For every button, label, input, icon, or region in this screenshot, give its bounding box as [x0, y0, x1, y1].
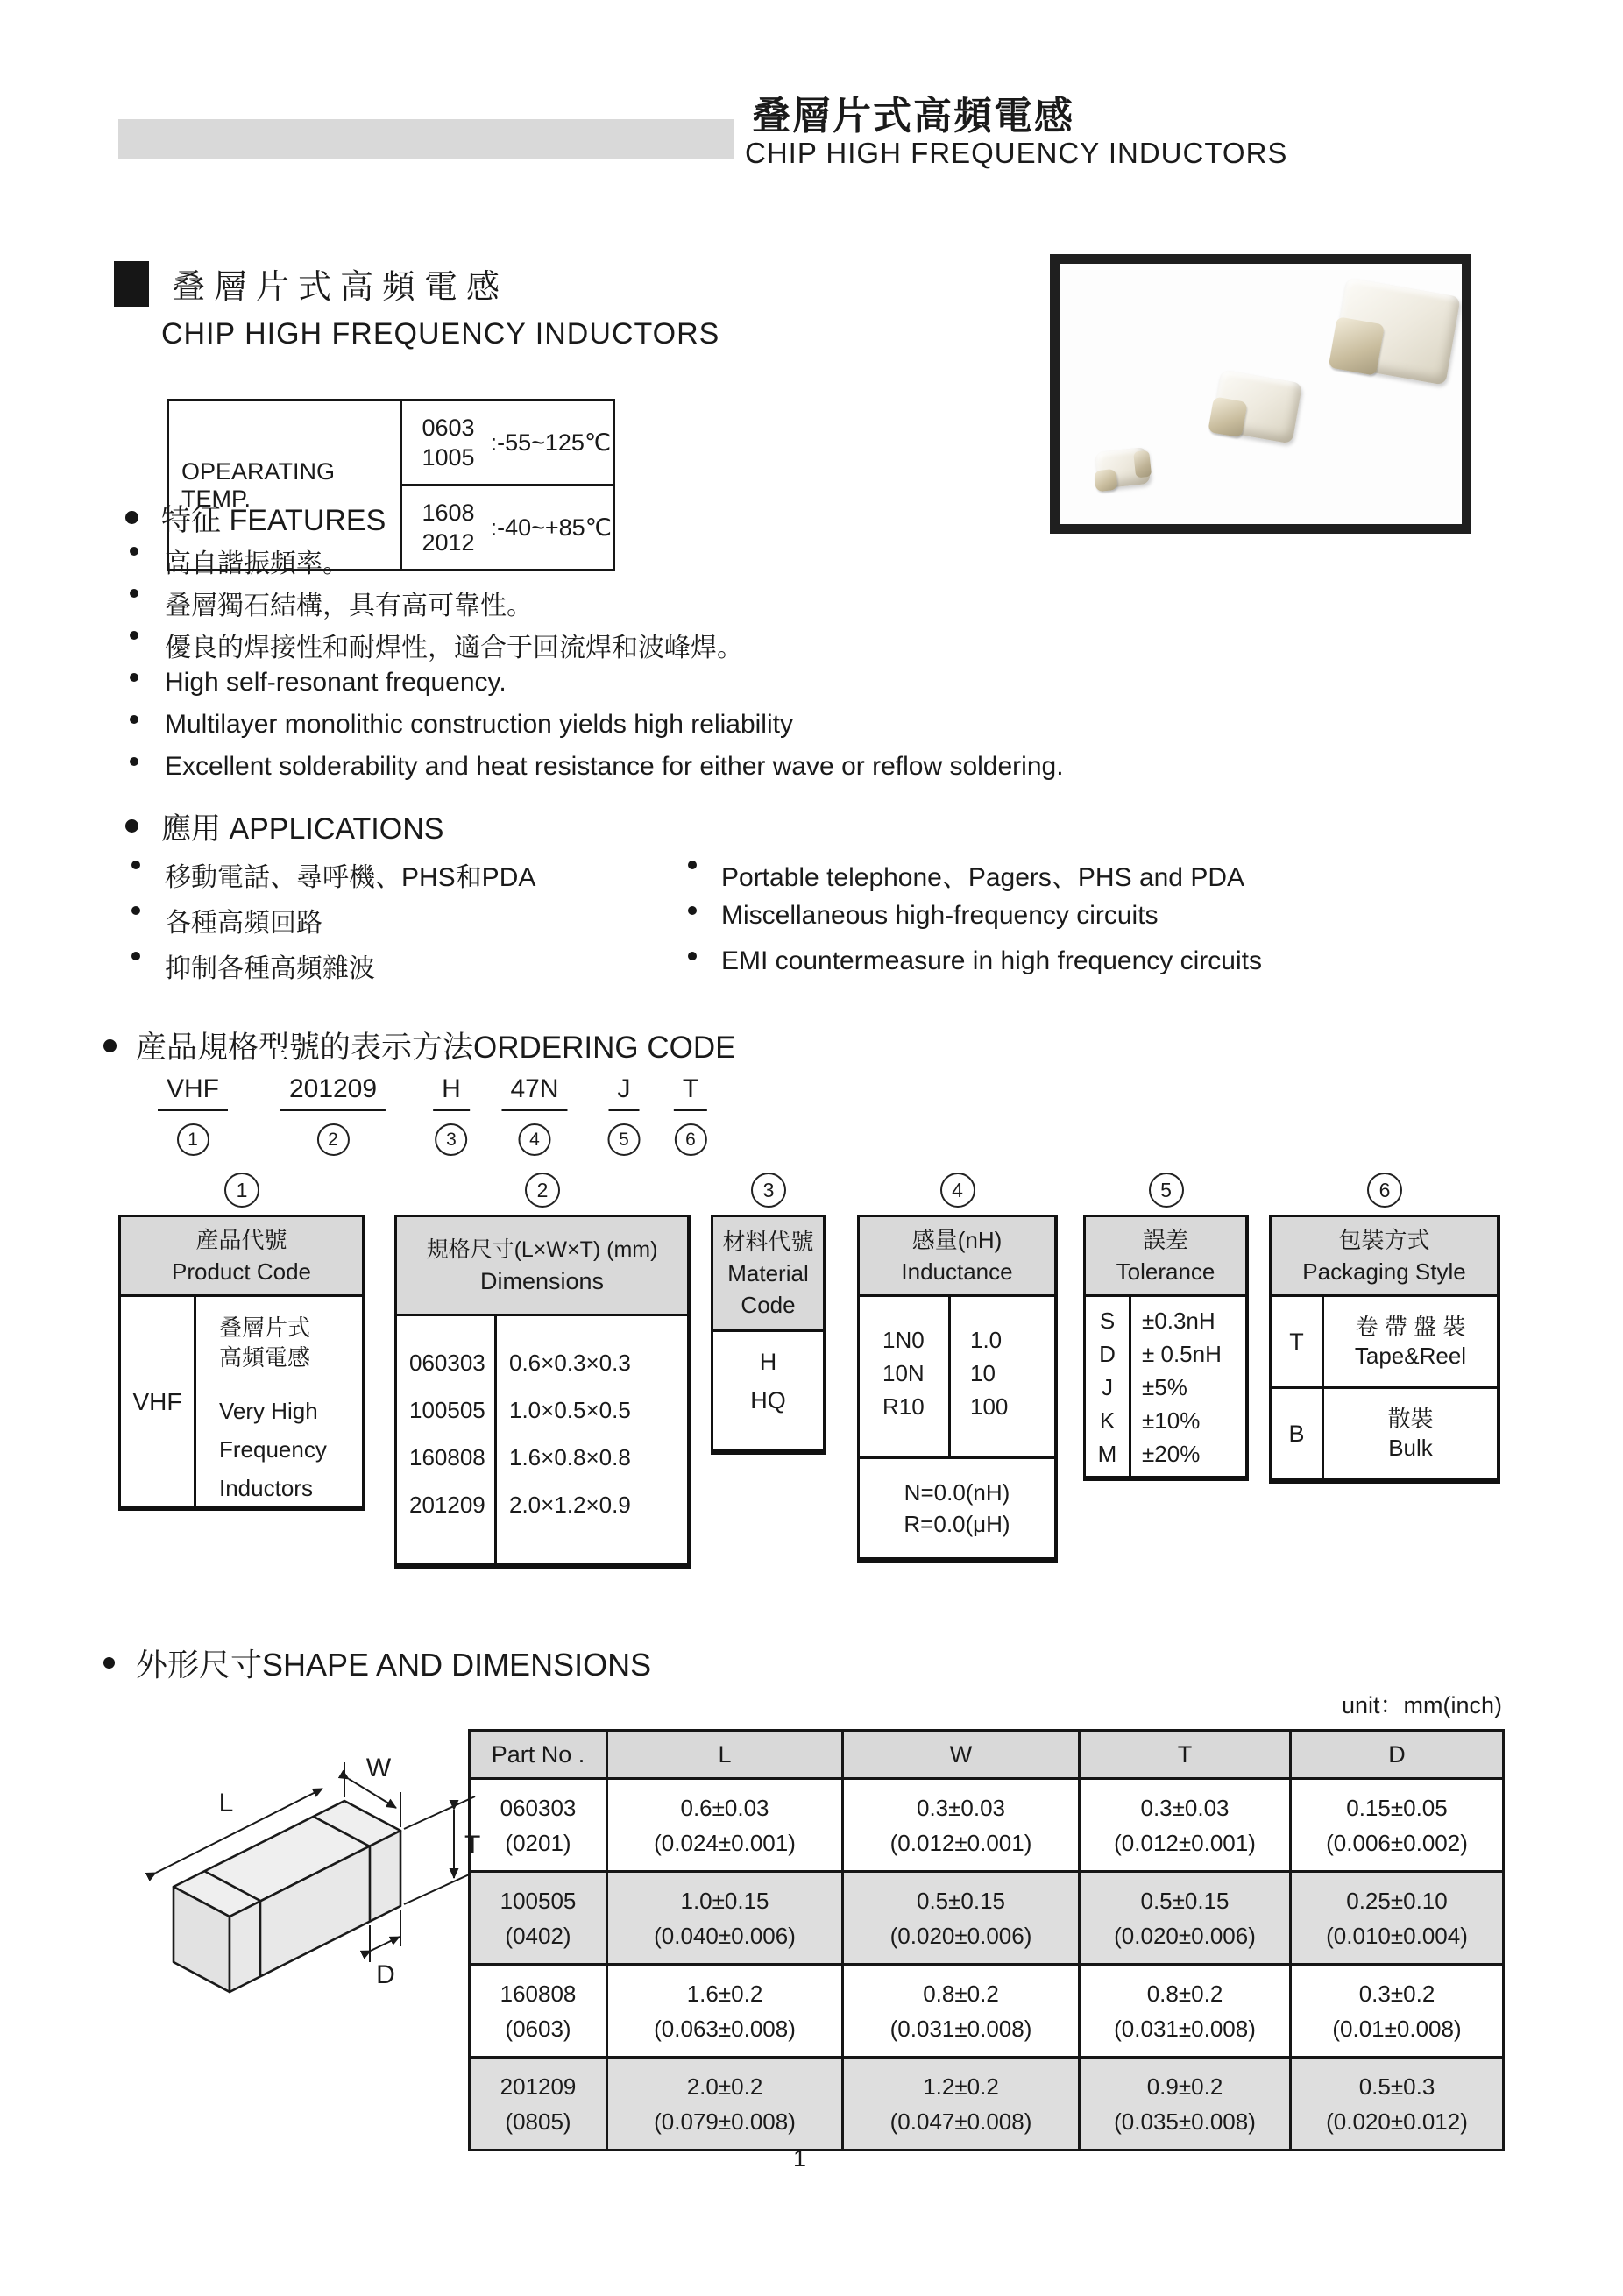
table-header-row — [470, 1731, 1504, 1779]
temp-range: :-55~125℃ — [490, 429, 612, 456]
packaging-code: T — [1272, 1297, 1324, 1386]
value-inch: (0.035±0.008) — [1114, 2108, 1256, 2135]
temp-row-small-sizes — [400, 400, 614, 485]
packaging-desc — [1324, 1297, 1497, 1386]
table-row — [470, 1872, 1504, 1965]
inductance-codes — [860, 1297, 951, 1456]
inductance-value: 100 — [970, 1393, 1009, 1420]
value-mm: 1.6±0.2 — [686, 1980, 763, 2007]
dims-size: 2.0×1.2×0.9 — [509, 1492, 631, 1518]
box-header — [860, 1217, 1054, 1297]
list-item — [130, 542, 1497, 584]
l-cell — [607, 1965, 843, 2058]
bullet-icon — [688, 952, 697, 960]
col-header-d: D — [1291, 1731, 1504, 1779]
application-text: EMI countermeasure in high frequency circuits — [721, 946, 1262, 975]
bullet-icon — [688, 861, 697, 869]
product-code-value: VHF — [121, 1297, 196, 1507]
ordering-example-part — [608, 1074, 641, 1156]
section-square-icon — [114, 261, 149, 307]
applications-list-en — [688, 855, 1354, 992]
table-row — [470, 1779, 1504, 1872]
ordering-heading-row — [103, 1024, 735, 1067]
temp-code: 1005 — [422, 444, 475, 471]
ordering-code-segment: J — [609, 1074, 640, 1111]
value-inch: (0.031±0.008) — [1114, 2015, 1256, 2042]
box-title-cn: 包裝方式 — [1338, 1227, 1430, 1253]
material-code-box — [711, 1173, 826, 1455]
application-text: Miscellaneous high-frequency circuits — [721, 901, 1159, 930]
part-pkg: (0805) — [505, 2108, 571, 2135]
t-cell — [1080, 1779, 1291, 1872]
feature-text: 優良的焊接性和耐焊性，適合于回流焊和波峰焊。 — [165, 634, 743, 663]
value-mm: 0.9±0.2 — [1146, 2073, 1223, 2100]
d-cell — [1291, 1872, 1504, 1965]
t-cell — [1080, 2058, 1291, 2151]
bullet-icon — [103, 1657, 115, 1669]
packaging-box — [1269, 1173, 1500, 1484]
value-inch: (0.012±0.001) — [889, 1829, 1032, 1856]
chip-terminal — [1208, 397, 1248, 438]
chip-terminal — [1133, 450, 1152, 478]
part-pkg: (0603) — [505, 2015, 571, 2042]
bullet-icon — [125, 511, 138, 524]
circled-number-icon: 3 — [435, 1123, 467, 1156]
desc-line: Bulk — [1388, 1435, 1433, 1461]
box-title-cn: 誤差 — [1142, 1227, 1188, 1253]
tolerance-code: S — [1099, 1307, 1116, 1334]
part-no: 100505 — [500, 1887, 577, 1914]
shape-diagram — [96, 1757, 491, 2073]
value-mm: 1.0±0.15 — [680, 1887, 769, 1914]
w-cell — [843, 1779, 1080, 1872]
box-title-cn: 規格尺寸(L×W×T) (mm) — [426, 1237, 658, 1262]
chip-terminal — [1094, 468, 1118, 492]
page-title-cn: 叠層片式高頻電感 — [752, 95, 1074, 138]
box-title-cn: 感量(nH) — [911, 1227, 1003, 1253]
inductance-value: 1.0 — [970, 1327, 1003, 1353]
box-header — [713, 1217, 823, 1332]
product-code-desc — [196, 1297, 362, 1507]
dim-label-w: W — [365, 1757, 392, 1782]
temp-code: 0603 — [422, 415, 475, 441]
circled-number-icon: 4 — [518, 1123, 550, 1156]
bullet-icon — [125, 819, 138, 833]
l-cell — [607, 1872, 843, 1965]
dimensions-table — [468, 1729, 1505, 2151]
tolerance-value: ± 0.5nH — [1142, 1341, 1222, 1367]
tolerance-values — [1131, 1297, 1245, 1476]
list-item — [688, 855, 1354, 901]
inductance-values — [951, 1297, 1054, 1456]
value-mm: 0.15±0.05 — [1346, 1794, 1448, 1821]
circled-number-icon: 5 — [608, 1123, 641, 1156]
w-cell — [843, 1872, 1080, 1965]
desc-line: 叠層片式 — [219, 1315, 311, 1341]
circled-number-icon: 2 — [316, 1123, 349, 1156]
table-row — [470, 1965, 1504, 2058]
packaging-desc — [1324, 1389, 1497, 1478]
product-photo — [1050, 254, 1471, 534]
box-title-en: Dimensions — [479, 1268, 605, 1294]
col-header-l: L — [607, 1731, 843, 1779]
value-mm: 0.3±0.2 — [1358, 1980, 1435, 2007]
tolerance-value: ±5% — [1142, 1374, 1187, 1400]
unit-label: unit：mm(inch) — [1341, 1692, 1502, 1718]
t-cell — [1080, 1965, 1291, 2058]
temp-code: 2012 — [422, 529, 475, 556]
desc-line: Tape&Reel — [1354, 1343, 1467, 1369]
desc-line: 高頻電感 — [219, 1344, 311, 1371]
value-mm: 0.8±0.2 — [1146, 1980, 1223, 2007]
list-item — [130, 710, 1497, 752]
feature-text: Excellent solderability and heat resistance for either wave or reflow soldering. — [165, 752, 1064, 781]
part-cell — [470, 1872, 607, 1965]
box-title-en: Product Code — [172, 1258, 311, 1285]
features-heading: 特征 FEATURES — [161, 504, 386, 537]
bullet-icon — [688, 906, 697, 915]
col-header-t: T — [1080, 1731, 1291, 1779]
value-mm: 2.0±0.2 — [686, 2073, 763, 2100]
value-mm: 0.3±0.03 — [916, 1794, 1006, 1821]
l-cell — [607, 2058, 843, 2151]
d-cell — [1291, 2058, 1504, 2151]
desc-line: Very High — [219, 1398, 318, 1424]
bullet-icon — [103, 1039, 117, 1052]
tolerance-value: ±0.3nH — [1142, 1307, 1215, 1334]
box-title-en: Code — [741, 1292, 796, 1318]
value-inch: (0.010±0.004) — [1326, 1922, 1468, 1949]
value-inch: (0.024±0.001) — [654, 1829, 796, 1856]
circled-number-icon: 5 — [1149, 1173, 1184, 1208]
circled-number-icon: 1 — [224, 1173, 259, 1208]
inductance-code: R10 — [882, 1393, 925, 1420]
feature-text: Multilayer monolithic construction yields high reliability — [165, 710, 793, 739]
value-inch: (0.020±0.012) — [1326, 2108, 1468, 2135]
header-gray-bar — [118, 119, 734, 159]
list-item — [131, 901, 675, 946]
dims-size: 0.6×0.3×0.3 — [509, 1350, 631, 1376]
inductance-code: 1N0 — [882, 1327, 925, 1353]
ordering-example-part — [433, 1074, 470, 1156]
value-mm: 1.2±0.2 — [923, 2073, 999, 2100]
operating-temp-label: OPEARATING TEMP. — [168, 400, 401, 570]
list-item — [688, 946, 1354, 992]
dims-codes — [397, 1316, 497, 1563]
desc-line: 散裝 — [1387, 1406, 1434, 1432]
shape-heading: 外形尺寸SHAPE AND DIMENSIONS — [136, 1647, 652, 1683]
value-inch: (0.01±0.008) — [1332, 2015, 1462, 2042]
col-header-w: W — [843, 1731, 1080, 1779]
application-text: 抑制各種高頻雜波 — [165, 954, 375, 983]
page-number: 1 — [793, 2145, 807, 2172]
ordering-code-segment: T — [674, 1074, 707, 1111]
feature-text: 高自諧振頻率。 — [165, 549, 349, 578]
dims-code: 201209 — [409, 1492, 485, 1518]
bullet-icon — [131, 952, 140, 960]
l-cell — [607, 1779, 843, 1872]
value-mm: 0.25±0.10 — [1346, 1887, 1448, 1914]
desc-line: Inductors — [219, 1475, 313, 1501]
bullet-icon — [130, 715, 138, 724]
value-mm: 0.8±0.2 — [923, 1980, 999, 2007]
value-inch: (0.020±0.006) — [1114, 1922, 1256, 1949]
intro-heading-en: CHIP HIGH FREQUENCY INDUCTORS — [161, 317, 720, 351]
value-inch: (0.047±0.008) — [889, 2108, 1032, 2135]
part-pkg: (0201) — [505, 1829, 571, 1856]
w-cell — [843, 1965, 1080, 2058]
d-cell — [1291, 1779, 1504, 1872]
tolerance-codes — [1086, 1297, 1131, 1476]
d-cell — [1291, 1965, 1504, 2058]
box-header — [121, 1217, 362, 1297]
inductor-chip-large — [1331, 277, 1461, 385]
value-mm: 0.5±0.3 — [1358, 2073, 1435, 2100]
product-code-box — [118, 1173, 365, 1511]
value-inch: (0.079±0.008) — [654, 2108, 796, 2135]
circled-number-icon: 3 — [751, 1173, 786, 1208]
tolerance-code: M — [1097, 1441, 1117, 1467]
dim-label-l: L — [218, 1789, 234, 1818]
ordering-code-segment: H — [433, 1074, 470, 1111]
part-no: 060303 — [500, 1794, 577, 1821]
dim-label-d: D — [376, 1960, 395, 1989]
list-item — [131, 946, 675, 992]
ordering-heading: 産品規格型號的表示方法ORDERING CODE — [136, 1031, 736, 1065]
bullet-icon — [130, 673, 138, 682]
box-title-en: Packaging Style — [1302, 1258, 1466, 1285]
value-inch: (0.031±0.008) — [889, 2015, 1032, 2042]
part-no: 160808 — [500, 1980, 577, 2007]
feature-text: High self-resonant frequency. — [165, 668, 507, 697]
list-item — [130, 752, 1497, 794]
ordering-example-part — [280, 1074, 386, 1156]
bullet-icon — [130, 589, 138, 598]
ordering-code-segment: VHF — [158, 1074, 228, 1111]
chip-terminal — [1329, 316, 1386, 376]
dims-code: 160808 — [409, 1444, 485, 1470]
value-mm: 0.5±0.15 — [1140, 1887, 1230, 1914]
circled-number-icon: 1 — [177, 1123, 209, 1156]
value-mm: 0.6±0.03 — [680, 1794, 769, 1821]
box-title-cn: 材料代號 — [722, 1229, 814, 1255]
bullet-icon — [131, 906, 140, 915]
value-inch: (0.020±0.006) — [889, 1922, 1032, 1949]
circled-number-icon: 4 — [940, 1173, 975, 1208]
note-line: R=0.0(μH) — [904, 1511, 1010, 1537]
tolerance-code: K — [1099, 1407, 1116, 1434]
dims-code: 100505 — [409, 1397, 485, 1423]
tolerance-code: D — [1099, 1341, 1116, 1367]
list-item — [130, 626, 1497, 668]
circled-number-icon: 6 — [674, 1123, 706, 1156]
box-header — [1272, 1217, 1497, 1297]
list-item — [130, 584, 1497, 626]
features-heading-row — [125, 496, 386, 539]
inductance-note — [860, 1459, 1054, 1557]
inductance-code: 10N — [882, 1360, 925, 1386]
tolerance-box — [1083, 1173, 1249, 1481]
applications-heading-row — [125, 804, 443, 847]
part-cell — [470, 1779, 607, 1872]
part-cell — [470, 1965, 607, 2058]
temp-code: 1608 — [422, 500, 475, 526]
bullet-icon — [130, 631, 138, 640]
bullet-icon — [131, 861, 140, 869]
ordering-code-segment: 47N — [501, 1074, 567, 1111]
ordering-example-part — [674, 1074, 707, 1156]
intro-heading-cn: 叠層片式高頻電感 — [172, 269, 509, 306]
value-mm: 0.3±0.03 — [1140, 1794, 1230, 1821]
application-text: 各種高頻回路 — [165, 909, 322, 938]
application-text: Portable telephone、Pagers、PHS and PDA — [721, 863, 1245, 892]
inductor-chip-small — [1095, 447, 1151, 489]
value-inch: (0.012±0.001) — [1114, 1829, 1256, 1856]
value-inch: (0.063±0.008) — [654, 2015, 796, 2042]
ordering-example-part — [158, 1074, 228, 1156]
value-inch: (0.040±0.006) — [654, 1922, 796, 1949]
dims-sizes — [497, 1316, 687, 1563]
bullet-icon — [130, 757, 138, 766]
dims-size: 1.6×0.8×0.8 — [509, 1444, 631, 1470]
inductance-box — [857, 1173, 1058, 1563]
applications-heading: 應用 APPLICATIONS — [161, 812, 444, 846]
ordering-example-part — [501, 1074, 567, 1156]
table-row — [470, 2058, 1504, 2151]
material-value: H — [759, 1349, 777, 1375]
value-mm: 0.5±0.15 — [916, 1887, 1006, 1914]
circled-number-icon: 6 — [1367, 1173, 1402, 1208]
ordering-code-segment: 201209 — [280, 1074, 386, 1111]
bullet-icon — [130, 547, 138, 556]
inductance-value: 10 — [970, 1360, 996, 1386]
material-value: HQ — [750, 1387, 786, 1414]
box-title-en: Inductance — [901, 1258, 1013, 1285]
list-item — [131, 855, 675, 901]
dims-code: 060303 — [409, 1350, 485, 1376]
box-header — [1086, 1217, 1245, 1297]
tolerance-value: ±20% — [1142, 1441, 1201, 1467]
material-values — [713, 1332, 823, 1449]
list-item — [688, 901, 1354, 946]
shape-heading-row — [103, 1641, 651, 1685]
dim-label-t: T — [464, 1831, 481, 1860]
desc-line: Frequency — [219, 1436, 327, 1463]
value-inch: (0.006±0.002) — [1326, 1829, 1468, 1856]
part-cell — [470, 2058, 607, 2151]
applications-list-cn — [131, 855, 675, 992]
t-cell — [1080, 1872, 1291, 1965]
desc-line: 卷 帶 盤 裝 — [1355, 1314, 1466, 1340]
box-title-en: Material — [727, 1260, 809, 1286]
part-no: 201209 — [500, 2073, 577, 2100]
circled-number-icon: 2 — [525, 1173, 560, 1208]
box-title-cn: 産品代號 — [195, 1227, 287, 1253]
inductor-chip-medium — [1211, 369, 1303, 443]
tolerance-value: ±10% — [1142, 1407, 1201, 1434]
temp-range: :-40~+85℃ — [490, 514, 612, 541]
box-title-en: Tolerance — [1116, 1258, 1215, 1285]
page-title-en: CHIP HIGH FREQUENCY INDUCTORS — [745, 137, 1288, 169]
w-cell — [843, 2058, 1080, 2151]
dims-size: 1.0×0.5×0.5 — [509, 1397, 631, 1423]
col-header-part: Part No . — [470, 1731, 607, 1779]
packaging-code: B — [1272, 1389, 1324, 1478]
feature-text: 叠層獨石結構，具有高可靠性。 — [165, 592, 533, 620]
features-list — [130, 542, 1497, 794]
application-text: 移動電話、尋呼機、PHS和PDA — [165, 863, 536, 892]
dimensions-box — [394, 1173, 691, 1569]
tolerance-code: J — [1102, 1374, 1113, 1400]
box-header — [397, 1217, 687, 1316]
list-item — [130, 668, 1497, 710]
note-line: N=0.0(nH) — [904, 1479, 1010, 1506]
part-pkg: (0402) — [505, 1922, 571, 1949]
